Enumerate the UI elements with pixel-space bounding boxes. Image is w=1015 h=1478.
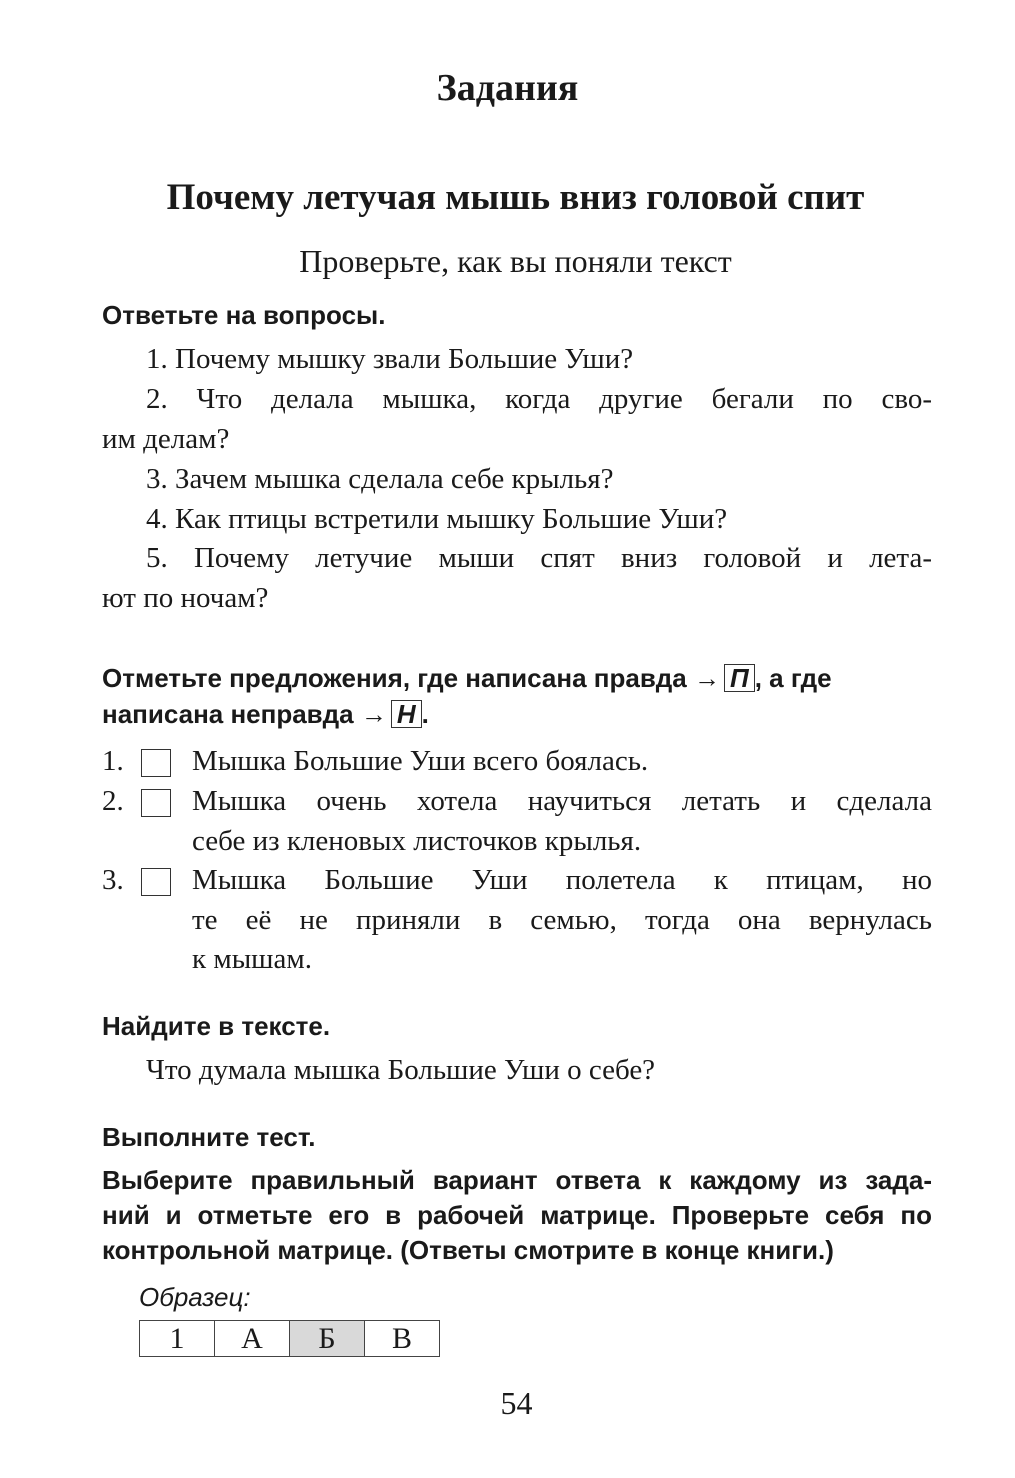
questions-instruction: Ответьте на вопросы. — [102, 300, 386, 330]
subtitle: Проверьте, как вы поняли текст — [299, 243, 732, 279]
false-marker: Н — [391, 700, 422, 728]
page-number: 54 — [500, 1385, 533, 1421]
statement-number: 3. — [102, 864, 124, 896]
statement-text: к мышам. — [192, 943, 312, 975]
test-description: ний и отметьте его в рабочей матрице. Проверьте себя по — [102, 1200, 932, 1230]
question-line: 5. Почему летучие мыши спят вниз головой и лета- — [146, 542, 932, 574]
statement-text: себе из кленовых листочков крылья. — [192, 825, 642, 857]
statement-checkbox[interactable] — [141, 868, 171, 896]
true-false-instruction-2 — [102, 699, 429, 730]
true-false-instruction — [102, 663, 832, 694]
test-description: контрольной матрице. (Ответы смотрите в конце книги.) — [102, 1235, 834, 1265]
test-description: Выберите правильный вариант ответа к каждому из зада- — [102, 1165, 932, 1195]
story-title: Почему летучая мышь вниз головой спит — [166, 177, 865, 218]
page-title: Задания — [436, 67, 579, 109]
statement-text: Мышка Большие Уши полетела к птицам, но — [192, 864, 932, 896]
question-line: 4. Как птицы встретили мышку Большие Уши? — [146, 503, 728, 535]
find-instruction: Найдите в тексте. — [102, 1011, 331, 1041]
statement-checkbox[interactable] — [141, 789, 171, 817]
question-line: им делам? — [102, 423, 230, 455]
test-instruction: Выполните тест. — [102, 1122, 316, 1152]
instruction-text: написана неправда → — [102, 699, 387, 729]
instruction-text: . — [421, 699, 429, 729]
statement-checkbox[interactable] — [141, 749, 171, 777]
instruction-text: Отметьте предложения, где написана правда → — [102, 663, 720, 693]
statement-text: те её не приняли в семью, тогда она вернулась — [192, 904, 932, 936]
true-marker: П — [724, 664, 755, 692]
sample-cell-option: В — [365, 1321, 440, 1357]
sample-cell-option-selected: Б — [290, 1321, 365, 1357]
sample-cell-number: 1 — [140, 1321, 215, 1357]
question-line: ют по ночам? — [102, 582, 269, 614]
instruction-text: , а где — [754, 663, 832, 693]
question-line: 3. Зачем мышка сделала себе крылья? — [146, 463, 614, 495]
sample-cell-option: А — [215, 1321, 290, 1357]
question-line: 2. Что делала мышка, когда другие бегали по сво- — [146, 383, 932, 415]
sample-label: Образец: — [139, 1282, 251, 1312]
find-question: Что думала мышка Большие Уши о себе? — [146, 1054, 656, 1086]
statement-text: Мышка Большие Уши всего боялась. — [192, 745, 649, 777]
statement-text: Мышка очень хотела научиться летать и сделала — [192, 785, 932, 817]
sample-matrix — [139, 1320, 440, 1357]
statement-number: 2. — [102, 785, 124, 817]
question-line: 1. Почему мышку звали Большие Уши? — [146, 343, 634, 375]
statement-number: 1. — [102, 745, 124, 777]
